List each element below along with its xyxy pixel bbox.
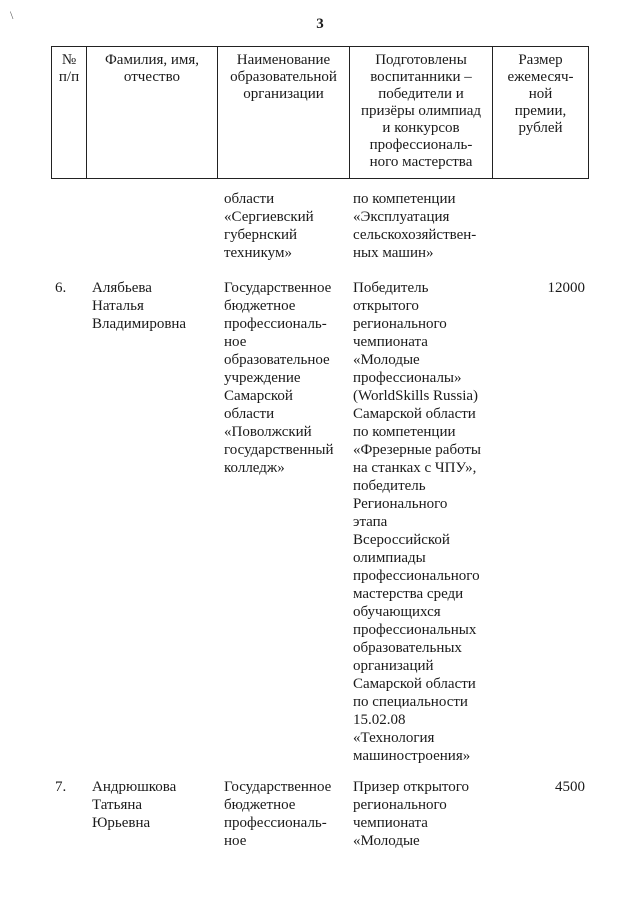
continuation-organization: области «Сергиевский губернский техникум» (224, 191, 314, 261)
row-7-bonus: 4500 (555, 779, 585, 795)
table-header (51, 46, 589, 179)
row-6-bonus: 12000 (547, 280, 585, 296)
corner-mark: \ (10, 8, 14, 22)
continuation-achievements: по компетенции «Эксплуатация сельскохозяйствен- ных машин» (353, 191, 477, 261)
row-6-organization: Государственное бюджетное профессиональ- ное образовательное учреждение Самарской области «Поволжский государственный колледж» (224, 280, 334, 476)
header-bonus: Размер ежемесяч- ной премии, рублей (493, 47, 589, 179)
header-num: № п/п (52, 47, 87, 179)
row-7-name: Андрюшкова Татьяна Юрьевна (92, 779, 177, 831)
header-achievements: Подготовлены воспитанники – победители и призёры олимпиад и конкурсов профессиональ- ного мастерства (350, 47, 493, 179)
row-7-achievements: Призер открытого регионального чемпионата «Молодые (353, 779, 470, 849)
row-6-name: Алябьева Наталья Владимировна (92, 280, 187, 332)
header-organization: Наименование образовательной организации (218, 47, 350, 179)
row-6-num: 6. (55, 280, 67, 296)
row-6-achievements: Победитель открытого регионального чемпионата «Молодые профессионалы» (WorldSkills Russia) Самарской области по компетенции «Фрезерные работы на станках с ЧПУ», победитель Регионального этапа Всероссийской олимпиады профессионального мастерства среди обучающихся профессиональных образовательных организаций Самарской области по специальности 15.02.08 «Технология машиностроения» (353, 280, 482, 764)
row-7-num: 7. (55, 779, 67, 795)
header-name: Фамилия, имя, отчество (87, 47, 218, 179)
row-7-organization: Государственное бюджетное профессиональ- ное (224, 779, 332, 849)
page-number: 3 (316, 16, 324, 32)
